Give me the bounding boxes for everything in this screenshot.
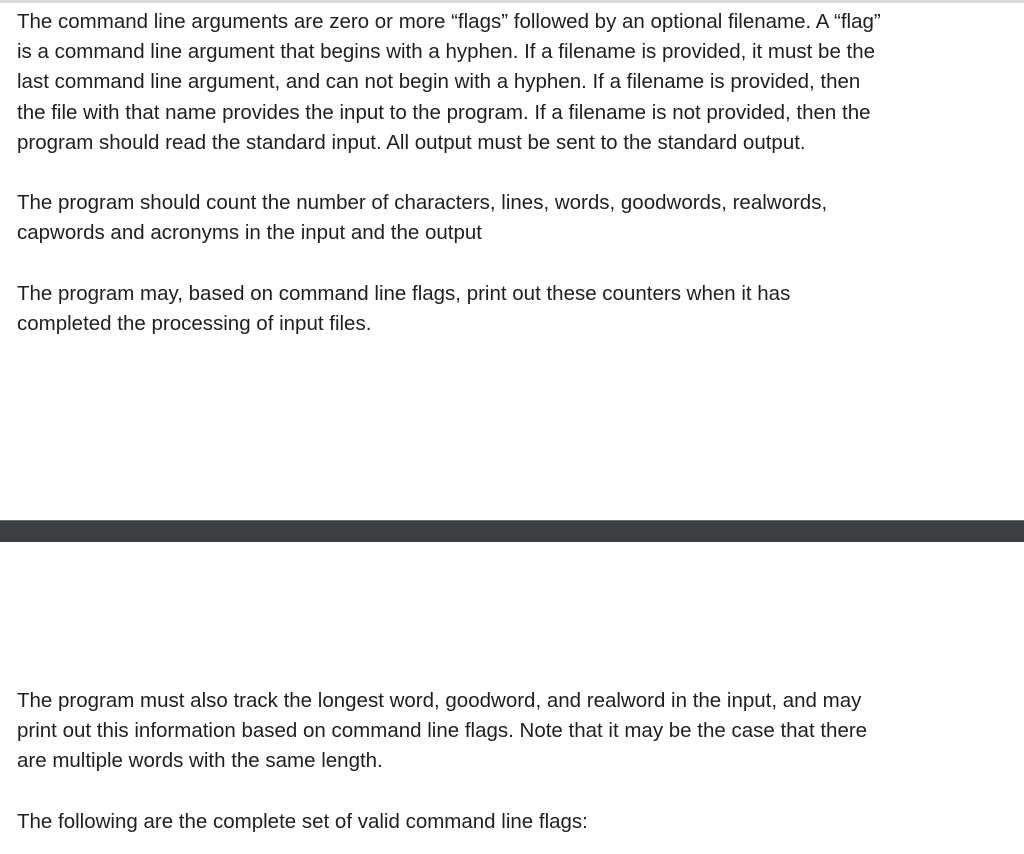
paragraph-counters: [17, 188, 1007, 248]
text-line: is a command line argument that begins with a hyphen. If a filename is provided, it must be the: [17, 40, 876, 64]
text-line: are multiple words with the same length.: [17, 749, 383, 773]
paragraph-valid-flags: [17, 807, 1007, 837]
text-line: the file with that name provides the input to the program. If a filename is not provided, then the: [17, 100, 871, 124]
text-line: The program must also track the longest word, goodword, and realword in the input, and may: [17, 689, 862, 712]
paragraph-command-line-arguments: [17, 7, 1007, 158]
paragraph-print-counters: [17, 279, 1007, 339]
text-line: capwords and acronyms in the input and the output: [17, 221, 482, 245]
text-line: program should read the standard input. All output must be sent to the standard output.: [17, 130, 806, 154]
text-line: print out this information based on command line flags. Note that it may be the case that there: [17, 719, 868, 743]
text-line: The program should count the number of characters, lines, words, goodwords, realwords,: [17, 191, 828, 214]
page-separator: [0, 520, 1024, 542]
paragraph-longest-word: [17, 686, 1007, 777]
text-line: completed the processing of input files.: [17, 312, 372, 336]
document-page-2: [0, 542, 1024, 854]
text-line: last command line argument, and can not begin with a hyphen. If a filename is provided, then: [17, 70, 861, 94]
text-line: The following are the complete set of valid command line flags:: [17, 810, 588, 833]
document-page-1: [0, 3, 1024, 520]
text-line: The program may, based on command line flags, print out these counters when it has: [17, 282, 791, 305]
text-line: The command line arguments are zero or more “flags” followed by an optional filename. A “flag”: [17, 10, 881, 33]
